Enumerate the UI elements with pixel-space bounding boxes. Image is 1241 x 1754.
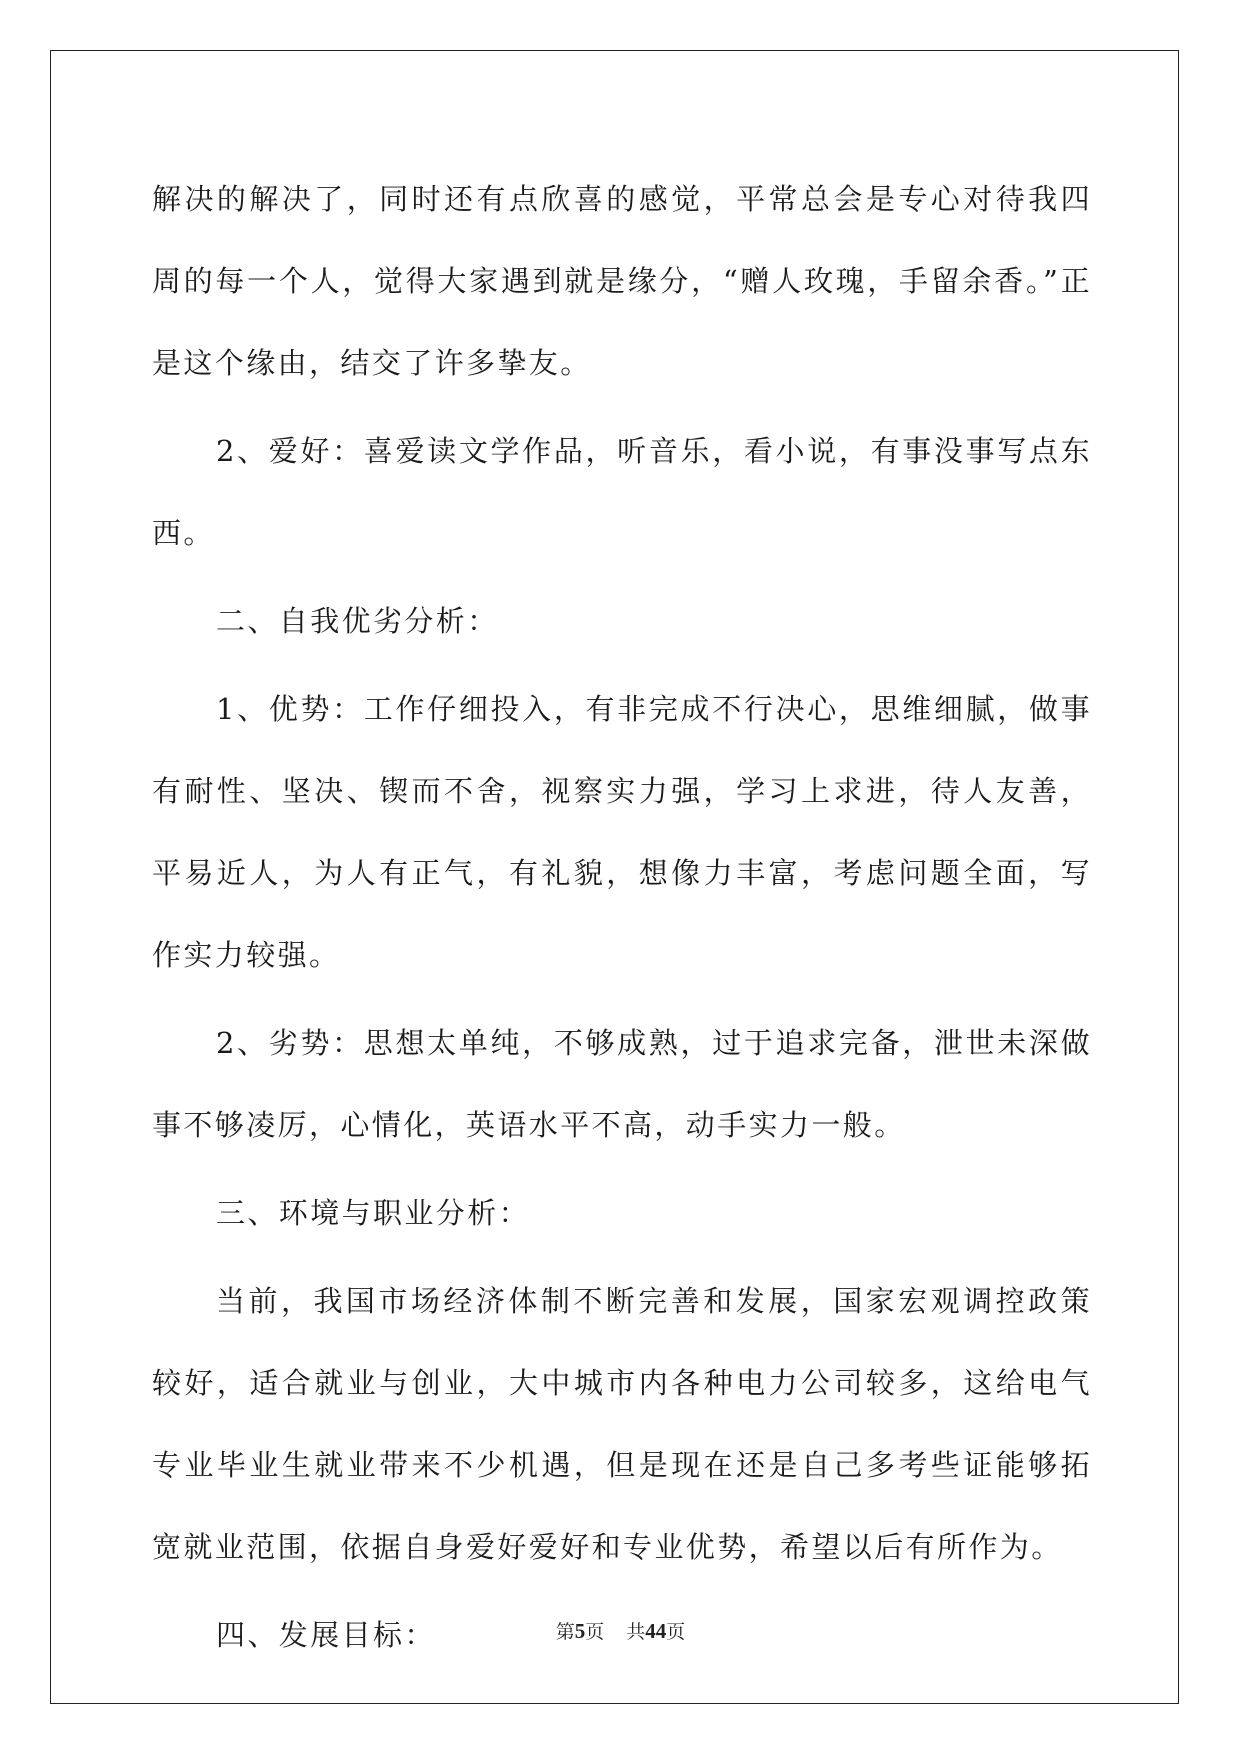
section-heading-2: 二、自我优劣分析： — [216, 604, 499, 638]
document-body — [152, 158, 1092, 1682]
footer-total-suffix: 页 — [666, 1621, 686, 1643]
section-heading-3: 三、环境与职业分析： — [216, 1196, 531, 1230]
section-heading-4: 四、发展目标： — [216, 1618, 436, 1652]
footer-total-prefix: 共 — [626, 1621, 646, 1643]
paragraph-2: 2、爱好：喜爱读文学作品，听音乐，看小说，有事没事写点东西。 — [152, 434, 1092, 550]
paragraph-strengths: 1、优势：工作仔细投入，有非完成不行决心，思维细腻，做事有耐性、坚决、锲而不舍，视察实力强，学习上求进，待人友善，平易近人，为人有正气，有礼貌，想像力丰富，考虑问题全面，写作实力较强。 — [152, 692, 1092, 972]
paragraph-weaknesses: 2、劣势：思想太单纯，不够成熟，过于追求完备，泄世未深做事不够凌厉，心情化，英语水平不高，动手实力一般。 — [152, 1026, 1092, 1142]
footer-page-prefix: 第 — [555, 1621, 575, 1643]
footer-page-number: 5 — [574, 1619, 586, 1643]
paragraph-1: 解决的解决了，同时还有点欣喜的感觉，平常总会是专心对待我四周的每一个人，觉得大家遇到就是缘分，“赠人玫瑰，手留余香。”正是这个缘由，结交了许多挚友。 — [152, 182, 1092, 380]
page-footer — [0, 1617, 1241, 1644]
footer-total-pages: 44 — [645, 1619, 667, 1643]
footer-page-suffix: 页 — [585, 1621, 605, 1643]
paragraph-environment: 当前，我国市场经济体制不断完善和发展，国家宏观调控政策较好，适合就业与创业，大中城市内各种电力公司较多，这给电气专业毕业生就业带来不少机遇，但是现在还是自己多考些证能够拓宽就业范围，依据自身爱好爱好和专业优势，希望以后有所作为。 — [152, 1284, 1092, 1564]
